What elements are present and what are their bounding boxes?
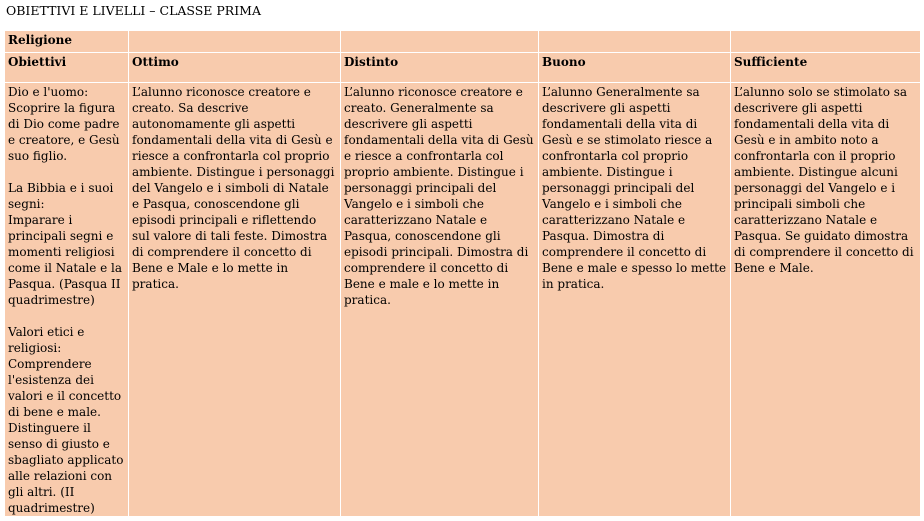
objective-valori-etici: Valori etici e religiosi: Comprendere l'esistenza dei valori e il concetto di bene e male. Distinguere il senso di giusto e sbagliato applicato alle relazioni con gli altri. (II quadrimestre) <box>8 325 124 515</box>
sufficiente-description: L’alunno solo se stimolato sa descrivere gli aspetti fondamentali della vita di Gesù e in ambito noto a confrontarla con il proprio ambiente. Distingue alcuni personaggi del Vangelo e i principali simboli che caratterizzano Natale e Pasqua. Se guidato dimostra di comprendere il concetto di Bene e Male. <box>734 85 914 275</box>
distinto-cell <box>341 83 539 517</box>
objective-bibbia-segni: La Bibbia e i suoi segni: Imparare i principali segni e momenti religiosi come il Natale e la Pasqua. (Pasqua II quadrimestre) <box>8 181 123 307</box>
subject-row <box>5 31 921 53</box>
ottimo-description: L’alunno riconosce creatore e creato. Sa descrive autonomamente gli aspetti fondamentali della vita di Gesù e riesce a confrontarla col proprio ambiente. Distingue i personaggi del Vangelo e i simboli di Natale e Pasqua, conoscendone gli episodi principali e riflettendo sul valore di tali feste. Dimostra di comprendere il concetto di Bene e Male e lo mette in pratica. <box>132 85 335 291</box>
subject-empty-cell <box>539 31 731 53</box>
objectives-levels-table <box>4 30 921 517</box>
header-ottimo: Ottimo <box>129 53 341 83</box>
distinto-description: L’alunno riconosce creatore e creato. Generalmente sa descrivere gli aspetti fondamentali della vita di Gesù e riesce a confrontarla col proprio ambiente. Distingue i personaggi principali del Vangelo e i simboli che caratterizzano Natale e Pasqua, conoscendone gli episodi principali. Dimostra di comprendere il concetto di Bene e male e lo mette in pratica. <box>344 85 534 307</box>
header-sufficiente: Sufficiente <box>731 53 921 83</box>
header-objectives: Obiettivi <box>5 53 129 83</box>
content-row <box>5 83 921 517</box>
header-distinto: Distinto <box>341 53 539 83</box>
buono-description: L’alunno Generalmente sa descrivere gli aspetti fondamentali della vita di Gesù e se stimolato riesce a confrontarla col proprio ambiente. Distingue i personaggi principali del Vangelo e i simboli che caratterizzano Natale e Pasqua. Dimostra di comprendere il concetto di Bene e male e spesso lo mette in pratica. <box>542 85 727 291</box>
buono-cell <box>539 83 731 517</box>
ottimo-cell <box>129 83 341 517</box>
header-row <box>5 53 921 83</box>
subject-empty-cell <box>129 31 341 53</box>
sufficiente-cell <box>731 83 921 517</box>
subject-cell: Religione <box>5 31 129 53</box>
header-buono: Buono <box>539 53 731 83</box>
objective-dio-uomo: Dio e l'uomo: Scoprire la figura di Dio come padre e creatore, e Gesù suo figlio. <box>8 85 120 163</box>
document-title: OBIETTIVI E LIVELLI – CLASSE PRIMA <box>6 3 261 18</box>
objectives-cell <box>5 83 129 517</box>
subject-empty-cell <box>731 31 921 53</box>
subject-empty-cell <box>341 31 539 53</box>
